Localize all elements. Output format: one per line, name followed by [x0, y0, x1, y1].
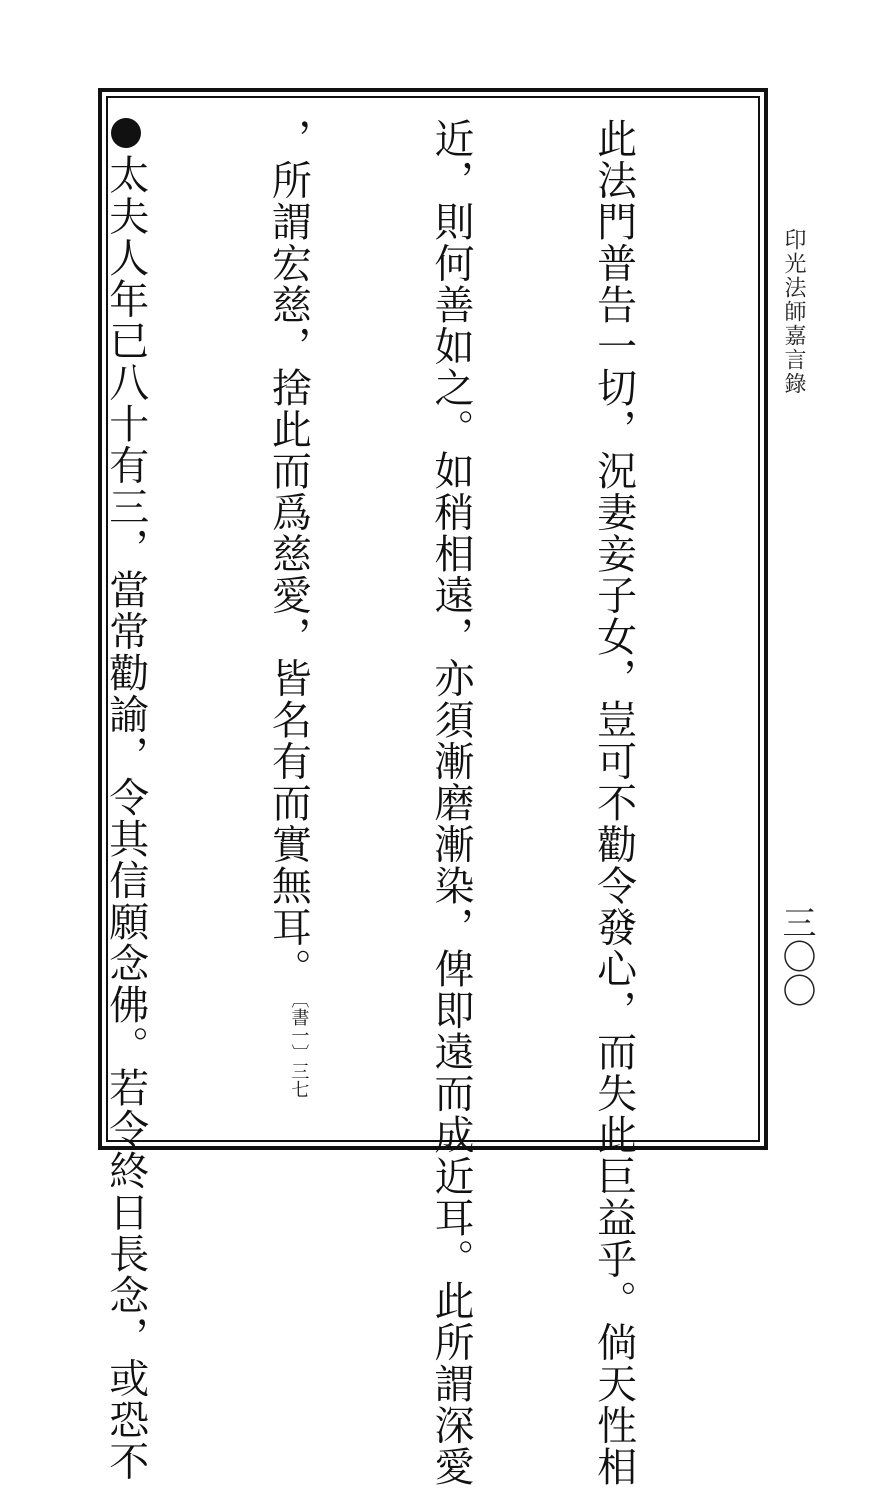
text-column-2: 近，則何善如之。如稍相遠，亦須漸磨漸染，俾即遠而成近耳。此所謂深愛	[427, 118, 474, 1488]
body-text	[0, 118, 749, 1488]
running-title: 印光法師嘉言錄	[781, 228, 806, 396]
text-column-4	[99, 118, 153, 1482]
text-column-4-body: 太夫人年已八十有三，當常勸諭，令其信願念佛。若令終日長念，或恐不	[102, 154, 149, 1482]
citation-note: 〔書一〕三七	[288, 989, 310, 1098]
text-column-3	[261, 118, 315, 1133]
text-column-3-body: ，所謂宏慈，捨此而爲慈愛，皆名有而實無耳。	[265, 118, 312, 990]
bullet-icon	[111, 118, 141, 148]
page-number: 三〇〇	[776, 905, 816, 1007]
text-column-1: 此法門普告一切，況妻妾子女，豈可不勸令發心，而失此巨益乎。倘天性相	[590, 118, 637, 1488]
